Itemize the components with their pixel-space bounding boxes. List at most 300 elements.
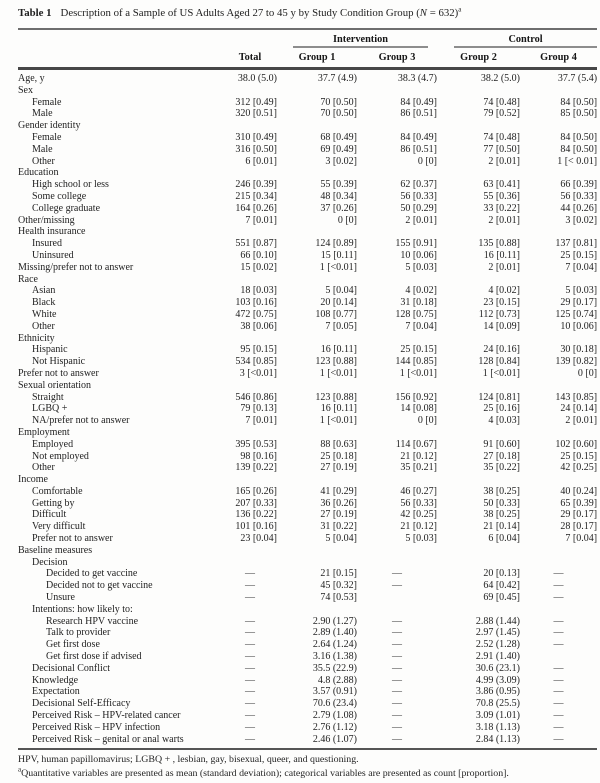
cell-value: [277, 167, 357, 179]
row-label: NA/prefer not to answer: [32, 415, 130, 427]
demographics-table: [18, 30, 597, 745]
cell-value: 35 [0.21]: [400, 462, 438, 474]
table-row: [18, 698, 597, 710]
cell-value: 10 [0.06]: [560, 320, 598, 332]
cell-value: 41 [0.29]: [320, 485, 357, 497]
cell-value: 7 [0.05]: [325, 320, 357, 332]
cell-value: [277, 120, 357, 132]
cell-value: 42 [0.25]: [400, 509, 438, 521]
cell-value: [437, 604, 520, 616]
table-row: [18, 250, 597, 262]
cell-value: 2.79 (1.08): [312, 710, 357, 722]
cell-value: —: [553, 615, 564, 627]
cell-value: 48 [0.34]: [320, 190, 357, 202]
cell-value: 3 [0.02]: [325, 155, 357, 167]
cell-value: 5 [0.04]: [325, 533, 357, 545]
cell-value: 16 [0.11]: [320, 403, 357, 415]
footnotes: [18, 753, 597, 780]
cell-value: 37 [0.26]: [320, 202, 357, 214]
table-row: [18, 191, 597, 203]
cell-value: 165 [0.26]: [235, 485, 277, 497]
row-label: Get first dose if advised: [46, 651, 142, 663]
table-row: [18, 509, 597, 521]
cell-value: 156 [0.92]: [395, 391, 438, 403]
cell-value: —: [245, 627, 255, 639]
table-row: [18, 179, 597, 191]
cell-value: 18 [0.03]: [240, 285, 277, 297]
cell-value: 68 [0.49]: [320, 131, 357, 143]
cell-value: 44 [0.26]: [560, 202, 598, 214]
table-row: [18, 97, 597, 109]
cell-value: [357, 333, 437, 345]
cell-value: 5 [0.04]: [325, 285, 357, 297]
table-row: [18, 439, 597, 451]
cell-value: 56 [0.33]: [560, 190, 598, 202]
cell-value: 1 [<0.01]: [399, 367, 438, 379]
row-label: Intentions: how likely to:: [32, 603, 133, 615]
cell-value: [277, 333, 357, 345]
cell-value: 66 [0.39]: [560, 179, 598, 191]
cell-value: [437, 120, 520, 132]
cell-value: 0 [0]: [577, 367, 598, 379]
cell-value: 2.76 (1.12): [312, 721, 357, 733]
row-label: Decisional Self-Efficacy: [32, 698, 131, 710]
cell-value: 7 [0.01]: [245, 415, 277, 427]
table-row: [18, 356, 597, 368]
cell-value: —: [392, 639, 402, 651]
cell-value: 4.8 (2.88): [317, 674, 357, 686]
cell-value: 155 [0.91]: [395, 238, 438, 250]
cell-value: —: [245, 698, 255, 710]
cell-value: —: [392, 698, 402, 710]
cell-value: 551 [0.87]: [235, 238, 277, 250]
row-label: Asian: [32, 285, 56, 297]
row-label: Sex: [18, 84, 33, 96]
column-header-empty: [18, 48, 223, 69]
cell-value: [223, 427, 277, 439]
row-label: Perceived Risk – HPV infection: [32, 721, 161, 733]
table-row: [18, 639, 597, 651]
cell-value: 395 [0.53]: [235, 438, 277, 450]
cell-value: —: [392, 627, 402, 639]
table-row: [18, 557, 597, 569]
cell-value: 0 [0]: [417, 155, 438, 167]
table-row: [18, 663, 597, 675]
cell-value: —: [245, 651, 255, 663]
cell-value: —: [392, 686, 402, 698]
table-row: [18, 309, 597, 321]
bottom-rule: [18, 748, 597, 750]
cell-value: 35.5 (22.9): [312, 662, 357, 674]
cell-value: [357, 274, 437, 286]
cell-value: —: [245, 733, 255, 745]
cell-value: [357, 592, 437, 604]
cell-value: [437, 545, 520, 557]
cell-value: —: [245, 592, 255, 604]
cell-value: [520, 274, 597, 286]
cell-value: 86 [0.51]: [400, 108, 438, 120]
cell-value: [437, 474, 520, 486]
cell-value: [437, 167, 520, 179]
cell-value: —: [553, 733, 564, 745]
cell-value: 56 [0.33]: [400, 190, 438, 202]
cell-value: 7 [0.04]: [405, 320, 438, 332]
cell-value: 56 [0.33]: [400, 497, 438, 509]
cell-value: [223, 380, 277, 392]
cell-value: —: [553, 580, 564, 592]
table-header: [18, 30, 597, 69]
cell-value: [277, 85, 357, 97]
cell-value: 4.99 (3.09): [475, 674, 521, 686]
table-row: [18, 144, 597, 156]
table-row: [18, 734, 597, 746]
cell-value: 14 [0.08]: [400, 403, 438, 415]
table-row: [18, 675, 597, 687]
table-row: [18, 486, 597, 498]
cell-value: 27 [0.19]: [320, 462, 357, 474]
table-row: [18, 580, 597, 592]
cell-value: [223, 274, 277, 286]
table-row: [18, 427, 597, 439]
cell-value: 2.46 (1.07): [312, 733, 357, 745]
cell-value: 125 [0.74]: [555, 308, 598, 320]
cell-value: [357, 427, 437, 439]
cell-value: 23 [0.15]: [483, 297, 521, 309]
table-row: [18, 474, 597, 486]
cell-value: 74 [0.48]: [483, 131, 521, 143]
table-row: [18, 592, 597, 604]
cell-value: —: [245, 674, 255, 686]
cell-value: 65 [0.39]: [560, 497, 598, 509]
cell-value: —: [553, 710, 564, 722]
cell-value: —: [392, 580, 402, 592]
cell-value: —: [392, 615, 402, 627]
cell-value: 28 [0.17]: [560, 521, 598, 533]
cell-value: 7 [0.04]: [565, 533, 598, 545]
cell-value: [357, 167, 437, 179]
row-label: Education: [18, 167, 59, 179]
column-header-total: Total: [223, 48, 277, 69]
cell-value: 46 [0.27]: [400, 485, 438, 497]
cell-value: 63 [0.41]: [483, 179, 521, 191]
cell-value: 2.88 (1.44): [475, 615, 521, 627]
cell-value: 246 [0.39]: [235, 179, 277, 191]
row-label: Income: [18, 474, 48, 486]
row-label: Not employed: [32, 450, 89, 462]
footnote-marker: a: [18, 765, 22, 774]
cell-value: 37.7 (5.4): [557, 73, 598, 84]
table-row: [18, 69, 597, 85]
cell-value: 2.84 (1.13): [475, 733, 521, 745]
cell-value: 70 [0.50]: [320, 108, 357, 120]
cell-value: 5 [0.03]: [405, 533, 438, 545]
cell-value: [223, 545, 277, 557]
cell-value: 55 [0.39]: [320, 179, 357, 191]
column-header-group-2: Group 2: [437, 48, 520, 69]
cell-value: [520, 120, 597, 132]
cell-value: 2 [0.01]: [488, 155, 521, 167]
cell-value: [357, 604, 437, 616]
cell-value: [223, 120, 277, 132]
cell-value: 108 [0.77]: [315, 308, 357, 320]
cell-value: 3.86 (0.95): [475, 686, 521, 698]
row-label: Expectation: [32, 686, 80, 698]
cell-value: 36 [0.26]: [320, 497, 357, 509]
cell-value: 2.52 (1.28): [475, 639, 521, 651]
cell-value: 3.09 (1.01): [475, 710, 521, 722]
cell-value: 3 [<0.01]: [239, 367, 277, 379]
cell-value: 20 [0.14]: [320, 297, 357, 309]
cell-value: 24 [0.16]: [483, 344, 521, 356]
row-label: Research HPV vaccine: [46, 615, 139, 627]
table-title: [18, 7, 597, 20]
cell-value: 164 [0.26]: [235, 202, 277, 214]
column-header-group-4: Group 4: [520, 48, 597, 69]
cell-value: —: [392, 710, 402, 722]
table-number-label: Table 1: [18, 7, 52, 19]
cell-value: 77 [0.50]: [483, 143, 521, 155]
cell-value: 112 [0.73]: [478, 308, 521, 320]
cell-value: 15 [0.11]: [320, 249, 357, 261]
cell-value: 16 [0.11]: [483, 249, 521, 261]
cell-value: 50 [0.33]: [483, 497, 521, 509]
table-row: [18, 203, 597, 215]
row-label: Male: [32, 143, 53, 155]
cell-value: 84 [0.49]: [400, 96, 438, 108]
row-label: Other/missing: [18, 214, 75, 226]
table-row: [18, 710, 597, 722]
row-label: Talk to provider: [46, 627, 111, 639]
cell-value: 31 [0.18]: [400, 297, 438, 309]
row-label: Unsure: [46, 592, 75, 604]
row-label: Prefer not to answer: [32, 533, 113, 545]
cell-value: 62 [0.37]: [400, 179, 438, 191]
cell-value: 38.2 (5.0): [480, 73, 521, 84]
cell-value: [223, 557, 277, 569]
row-label: Ethnicity: [18, 332, 55, 344]
row-label: Other: [32, 155, 55, 167]
cell-value: 7 [0.01]: [245, 214, 277, 226]
cell-value: —: [553, 698, 564, 710]
cell-value: —: [245, 568, 255, 580]
row-label: Employed: [32, 438, 74, 450]
table-row: [18, 167, 597, 179]
cell-value: 42 [0.25]: [560, 462, 598, 474]
cell-value: 1 [<0.01]: [319, 415, 357, 427]
row-label: LGBQ +: [32, 403, 68, 415]
cell-value: [437, 333, 520, 345]
cell-value: 2.91 (1.40): [475, 651, 521, 663]
row-label: Male: [32, 108, 53, 120]
cell-value: 103 [0.16]: [235, 297, 277, 309]
cell-value: 66 [0.10]: [240, 249, 277, 261]
table-row: [18, 333, 597, 345]
cell-value: 30 [0.18]: [560, 344, 598, 356]
row-label: Uninsured: [32, 249, 74, 261]
cell-value: 101 [0.16]: [235, 521, 277, 533]
cell-value: 1 [<0.01]: [319, 367, 357, 379]
row-label: Get first dose: [46, 639, 100, 651]
cell-value: 123 [0.88]: [315, 391, 357, 403]
row-label: Insured: [32, 238, 62, 250]
cell-value: 215 [0.34]: [235, 190, 277, 202]
cell-value: [437, 427, 520, 439]
cell-value: 144 [0.85]: [395, 356, 438, 368]
cell-value: [520, 380, 597, 392]
row-label: White: [32, 308, 57, 320]
cell-value: [520, 333, 597, 345]
cell-value: 86 [0.51]: [400, 143, 438, 155]
cell-value: 91 [0.60]: [483, 438, 521, 450]
row-label: Female: [32, 131, 62, 143]
spanner-control: [437, 30, 597, 48]
cell-value: 1 [<0.01]: [482, 367, 521, 379]
spanner-row: [18, 30, 597, 48]
table-row: [18, 616, 597, 628]
cell-value: [520, 651, 597, 663]
table-row: [18, 651, 597, 663]
table-row: [18, 462, 597, 474]
cell-value: 25 [0.15]: [400, 344, 438, 356]
cell-value: [357, 226, 437, 238]
sample-size-value: = 632): [427, 7, 459, 19]
cell-value: 4 [0.03]: [488, 415, 521, 427]
cell-value: 30.6 (23.1): [475, 662, 521, 674]
table-row: [18, 344, 597, 356]
table-row: [18, 686, 597, 698]
table-row: [18, 498, 597, 510]
cell-value: [277, 380, 357, 392]
sample-size-symbol: N: [419, 7, 427, 19]
cell-value: [520, 427, 597, 439]
cell-value: 21 [0.15]: [320, 568, 357, 580]
footnote-variables-text: Quantitative variables are presented as mean (standard deviation); categorical variables are presented as count [proportion].: [21, 767, 509, 779]
cell-value: 33 [0.22]: [483, 202, 521, 214]
cell-value: [357, 474, 437, 486]
cell-value: 38 [0.25]: [483, 485, 521, 497]
row-label: Some college: [32, 190, 87, 202]
cell-value: 64 [0.42]: [483, 580, 521, 592]
cell-value: 6 [0.01]: [245, 155, 277, 167]
table-row: [18, 545, 597, 557]
cell-value: 24 [0.14]: [560, 403, 598, 415]
cell-value: —: [553, 639, 564, 651]
row-label: Getting by: [32, 497, 75, 509]
title-footnote-marker: a: [458, 5, 462, 14]
cell-value: 534 [0.85]: [235, 356, 277, 368]
row-label: Comfortable: [32, 485, 83, 497]
cell-value: —: [245, 639, 255, 651]
cell-value: 21 [0.12]: [400, 450, 438, 462]
cell-value: 7 [0.04]: [565, 261, 598, 273]
row-label: Baseline measures: [18, 544, 93, 556]
cell-value: 2 [0.01]: [405, 214, 438, 226]
row-label: Perceived Risk – HPV-related cancer: [32, 710, 181, 722]
cell-value: 128 [0.75]: [395, 308, 438, 320]
cell-value: 136 [0.22]: [235, 509, 277, 521]
cell-value: 98 [0.16]: [240, 450, 277, 462]
table-row: [18, 403, 597, 415]
table-row: [18, 722, 597, 734]
table-body: [18, 69, 597, 746]
cell-value: 70.8 (25.5): [475, 698, 521, 710]
cell-value: 55 [0.36]: [483, 190, 521, 202]
cell-value: [223, 167, 277, 179]
table-row: [18, 262, 597, 274]
table-row: [18, 392, 597, 404]
cell-value: [520, 226, 597, 238]
spanner-empty-total: [223, 30, 277, 48]
table-row: [18, 226, 597, 238]
spanner-control-label: Control: [454, 34, 597, 48]
cell-value: [437, 226, 520, 238]
cell-value: [277, 557, 357, 569]
cell-value: [437, 557, 520, 569]
cell-value: 124 [0.89]: [315, 238, 357, 250]
cell-value: 3 [0.02]: [565, 214, 598, 226]
cell-value: 2.90 (1.27): [312, 615, 357, 627]
cell-value: [223, 474, 277, 486]
cell-value: 135 [0.88]: [478, 238, 521, 250]
row-label: Knowledge: [32, 674, 79, 686]
cell-value: 137 [0.81]: [555, 238, 598, 250]
cell-value: 25 [0.15]: [560, 450, 598, 462]
row-label: Decisional Conflict: [32, 662, 111, 674]
cell-value: 69 [0.49]: [320, 143, 357, 155]
spanner-intervention: [277, 30, 437, 48]
cell-value: [520, 474, 597, 486]
cell-value: 37.7 (4.9): [317, 73, 357, 84]
cell-value: 1 [< 0.01]: [557, 155, 598, 167]
cell-value: —: [392, 674, 402, 686]
cell-value: 74 [0.53]: [320, 592, 357, 604]
cell-value: —: [245, 615, 255, 627]
cell-value: 4 [0.02]: [405, 285, 438, 297]
row-label: High school or less: [32, 179, 109, 191]
cell-value: 2 [0.01]: [488, 214, 521, 226]
cell-value: 2.64 (1.24): [312, 639, 357, 651]
cell-value: 2 [0.01]: [565, 415, 598, 427]
row-label: Other: [32, 320, 55, 332]
cell-value: 38.3 (4.7): [397, 73, 438, 84]
cell-value: —: [392, 662, 402, 674]
cell-value: 79 [0.52]: [483, 108, 521, 120]
cell-value: 23 [0.04]: [240, 533, 277, 545]
table-row: [18, 297, 597, 309]
cell-value: [277, 474, 357, 486]
table-row: [18, 274, 597, 286]
cell-value: 31 [0.22]: [320, 521, 357, 533]
row-label: Other: [32, 462, 55, 474]
cell-value: 5 [0.03]: [565, 285, 598, 297]
table-row: [18, 108, 597, 120]
cell-value: 27 [0.19]: [320, 509, 357, 521]
row-label: Perceived Risk – genital or anal warts: [32, 733, 184, 745]
cell-value: 35 [0.22]: [483, 462, 521, 474]
table-row: [18, 85, 597, 97]
table-row: [18, 451, 597, 463]
cell-value: [520, 604, 597, 616]
cell-value: 74 [0.48]: [483, 96, 521, 108]
cell-value: 29 [0.17]: [560, 509, 598, 521]
cell-value: 15 [0.02]: [240, 261, 277, 273]
cell-value: 70 [0.50]: [320, 96, 357, 108]
cell-value: 21 [0.12]: [400, 521, 438, 533]
cell-value: [520, 85, 597, 97]
cell-value: 6 [0.04]: [488, 533, 521, 545]
table-row: [18, 568, 597, 580]
cell-value: 3.18 (1.13): [475, 721, 521, 733]
